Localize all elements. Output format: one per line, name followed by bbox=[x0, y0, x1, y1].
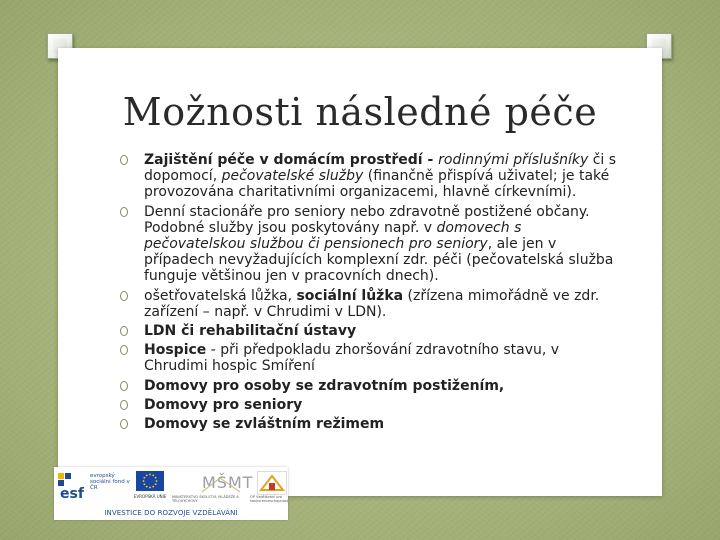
bullet-item bbox=[120, 342, 620, 374]
bullet-item bbox=[120, 397, 620, 413]
msmt-caption: MINISTERSTVO ŠKOLSTVÍ, MLÁDEŽE A TĚLOVÝCHOVY bbox=[172, 495, 239, 503]
eu-star-icon bbox=[149, 474, 151, 476]
bullet-text: Denní stacionáře pro seniory nebo zdravotně postižené občany. Podobné služby jsou poskytovány např. v bbox=[144, 203, 590, 236]
bullet-item bbox=[120, 378, 620, 394]
eu-star-icon bbox=[146, 486, 148, 488]
bullet-text: Domovy pro seniory bbox=[144, 396, 303, 413]
eu-star-icon bbox=[149, 487, 151, 489]
eu-star-icon bbox=[155, 477, 157, 479]
bullet-item bbox=[120, 416, 620, 432]
bullet-text: Domovy se zvláštním režimem bbox=[144, 416, 385, 433]
bullet-circle-icon bbox=[120, 155, 128, 165]
op-logo-icon bbox=[257, 471, 287, 495]
invest-slogan: INVESTICE DO ROZVOJE VZDĚLÁVÁNÍ bbox=[104, 509, 238, 517]
slide-title: Možnosti následné péče bbox=[122, 90, 598, 134]
bullet-circle-icon bbox=[120, 207, 128, 217]
op-caption: OP Vzdělávání pro konkurenceschopnost bbox=[250, 495, 289, 503]
bullet-text: Domovy pro osoby se zdravotním postižením, bbox=[144, 377, 505, 394]
bullet-text: (finančně přispívá uživatel; je také provozována charitativními organizacemi, hlavně církevními). bbox=[144, 168, 610, 201]
bullet-item bbox=[120, 152, 620, 201]
bullet-item bbox=[120, 204, 620, 285]
eu-star-icon bbox=[155, 483, 157, 485]
msmt-mark: MŠMT bbox=[202, 473, 254, 492]
eu-caption: EVROPSKÁ UNIE bbox=[134, 494, 167, 499]
eu-star-icon bbox=[143, 483, 145, 485]
bullet-text: či s dopomocí, bbox=[144, 152, 617, 185]
bullet-text: , ale jen v případech nevyžadujících komplexní zdr. péči (pečovatelská služba funguje většinou jen v pracovních dnech). bbox=[144, 236, 614, 285]
esf-mark: esf bbox=[60, 486, 84, 501]
bullet-text: domovech s pečovatelskou službou či pensionech pro seniory bbox=[144, 219, 522, 253]
bullet-text: Hospice bbox=[144, 342, 207, 359]
esf-caption: evropský sociální fond v ČR bbox=[90, 473, 130, 491]
eu-star-icon bbox=[143, 477, 145, 479]
bullet-list bbox=[120, 152, 620, 435]
slide-card bbox=[58, 48, 662, 496]
eu-flag-icon bbox=[136, 471, 164, 491]
bullet-item bbox=[120, 323, 620, 339]
eu-star-icon bbox=[156, 480, 158, 482]
eu-star-icon bbox=[146, 474, 148, 476]
eu-star-icon bbox=[152, 474, 154, 476]
bullet-text: sociální lůžka bbox=[296, 287, 404, 304]
eu-star-icon bbox=[152, 486, 154, 488]
bullet-circle-icon bbox=[120, 419, 128, 429]
eu-star-icon bbox=[143, 480, 145, 482]
bullet-item bbox=[120, 288, 620, 320]
bullet-text: LDN či rehabilitační ústavy bbox=[144, 323, 357, 340]
bullet-text: ošetřovatelská lůžka, bbox=[144, 287, 297, 304]
bullet-text: - při předpokladu zhoršování zdravotního stavu, v Chrudimi hospic Smíření bbox=[144, 342, 560, 375]
bullet-text: pečovatelské služby bbox=[221, 168, 364, 185]
bullet-circle-icon bbox=[120, 326, 128, 336]
bullet-circle-icon bbox=[120, 400, 128, 410]
bullet-text: Zajištění péče v domácím prostředí - bbox=[144, 152, 439, 168]
logo-strip bbox=[54, 467, 288, 520]
bullet-text: rodinnými příslušníky bbox=[438, 152, 589, 168]
bullet-circle-icon bbox=[120, 345, 128, 355]
bullet-circle-icon bbox=[120, 291, 128, 301]
bullet-text: (zřízena mimořádně ve zdr. zařízení – např. v Chrudimi v LDN). bbox=[144, 287, 600, 320]
bullet-circle-icon bbox=[120, 381, 128, 391]
